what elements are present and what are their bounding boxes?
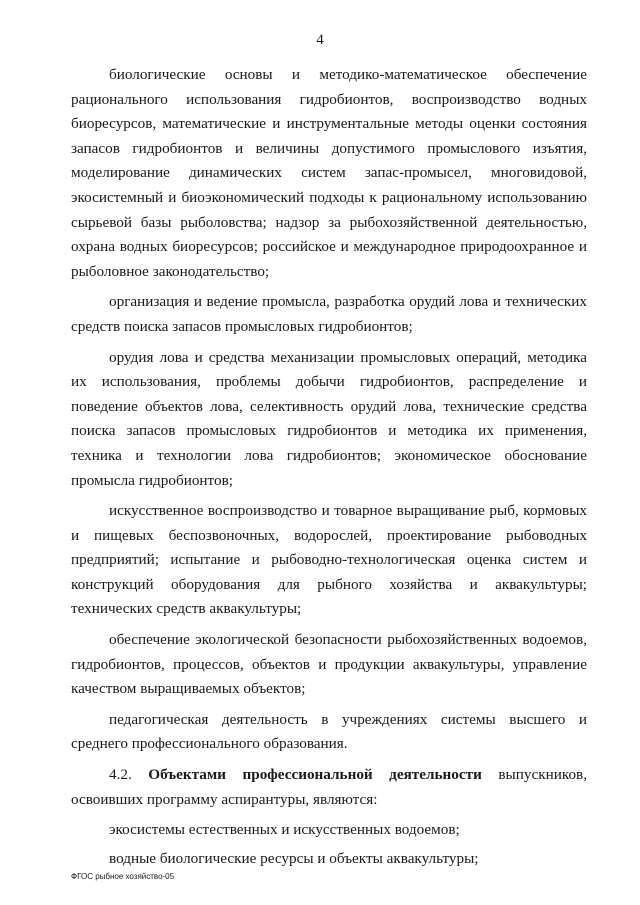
- document-body: [71, 63, 587, 875]
- section-heading-rest: выпускников, освоивших программу аспирантуры, являются:: [71, 766, 587, 808]
- paragraph-biological-foundations: биологические основы и методико-математическое обеспечение рационального использования гидробионтов, воспроизводство водных биоресурсов, математические и инструментальные методы оценки состояния запасов гидробионтов и величины допустимого промыслового изъятия, моделирование динамических систем запас-промысел, многовидовой, экосистемный и биоэкономический подходы к рациональному использованию сырьевой базы рыболовства; надзор за рыбохозяйственной деятельностью, охрана водных биоресурсов; российское и международное природоохранное и рыболовное законодательство;: [71, 66, 587, 280]
- list-item-ecosystems: экосистемы естественных и искусственных водоемов;: [109, 821, 460, 839]
- section-number: 4.2.: [109, 766, 132, 784]
- section-4-2-paragraph: [71, 763, 587, 812]
- page-number: 4: [316, 32, 324, 48]
- paragraph-fishing-gear: орудия лова и средства механизации промысловых операций, методика их использования, проблемы добычи гидробионтов, распределение и поведение объектов лова, селективность орудий лова, технические средства поиска запасов промысловых гидробионтов и методика их применения, техника и технологии лова гидробионтов; экономическое обоснование промысла гидробионтов;: [71, 348, 587, 489]
- paragraph-artificial-reproduction: искусственное воспроизводство и товарное выращивание рыб, кормовых и пищевых беспозвоночных, водорослей, проектирование рыбоводных предприятий; испытание и рыбоводно-технологическая оценка систем и конструкций оборудования для рыбного хозяйства и аквакультуры; технических средств аквакультуры;: [71, 502, 587, 618]
- paragraph-ecological-safety: обеспечение экологической безопасности рыбохозяйственных водоемов, гидробионтов, процессов, объектов и продукции аквакультуры, управление качеством выращиваемых объектов;: [71, 631, 587, 698]
- list-item-bioresources: водные биологические ресурсы и объекты аквакультуры;: [109, 849, 479, 867]
- section-bold-heading: Объектами профессиональной деятельности: [148, 766, 482, 784]
- footer-label: ФГОС рыбное хозяйство-05: [71, 872, 175, 881]
- paragraph-pedagogical-activity: педагогическая деятельность в учреждениях системы высшего и среднего профессионального образования.: [71, 710, 587, 753]
- paragraph-fishing-organization: организация и ведение промысла, разработка орудий лова и технических средств поиска запасов промысловых гидробионтов;: [71, 293, 587, 335]
